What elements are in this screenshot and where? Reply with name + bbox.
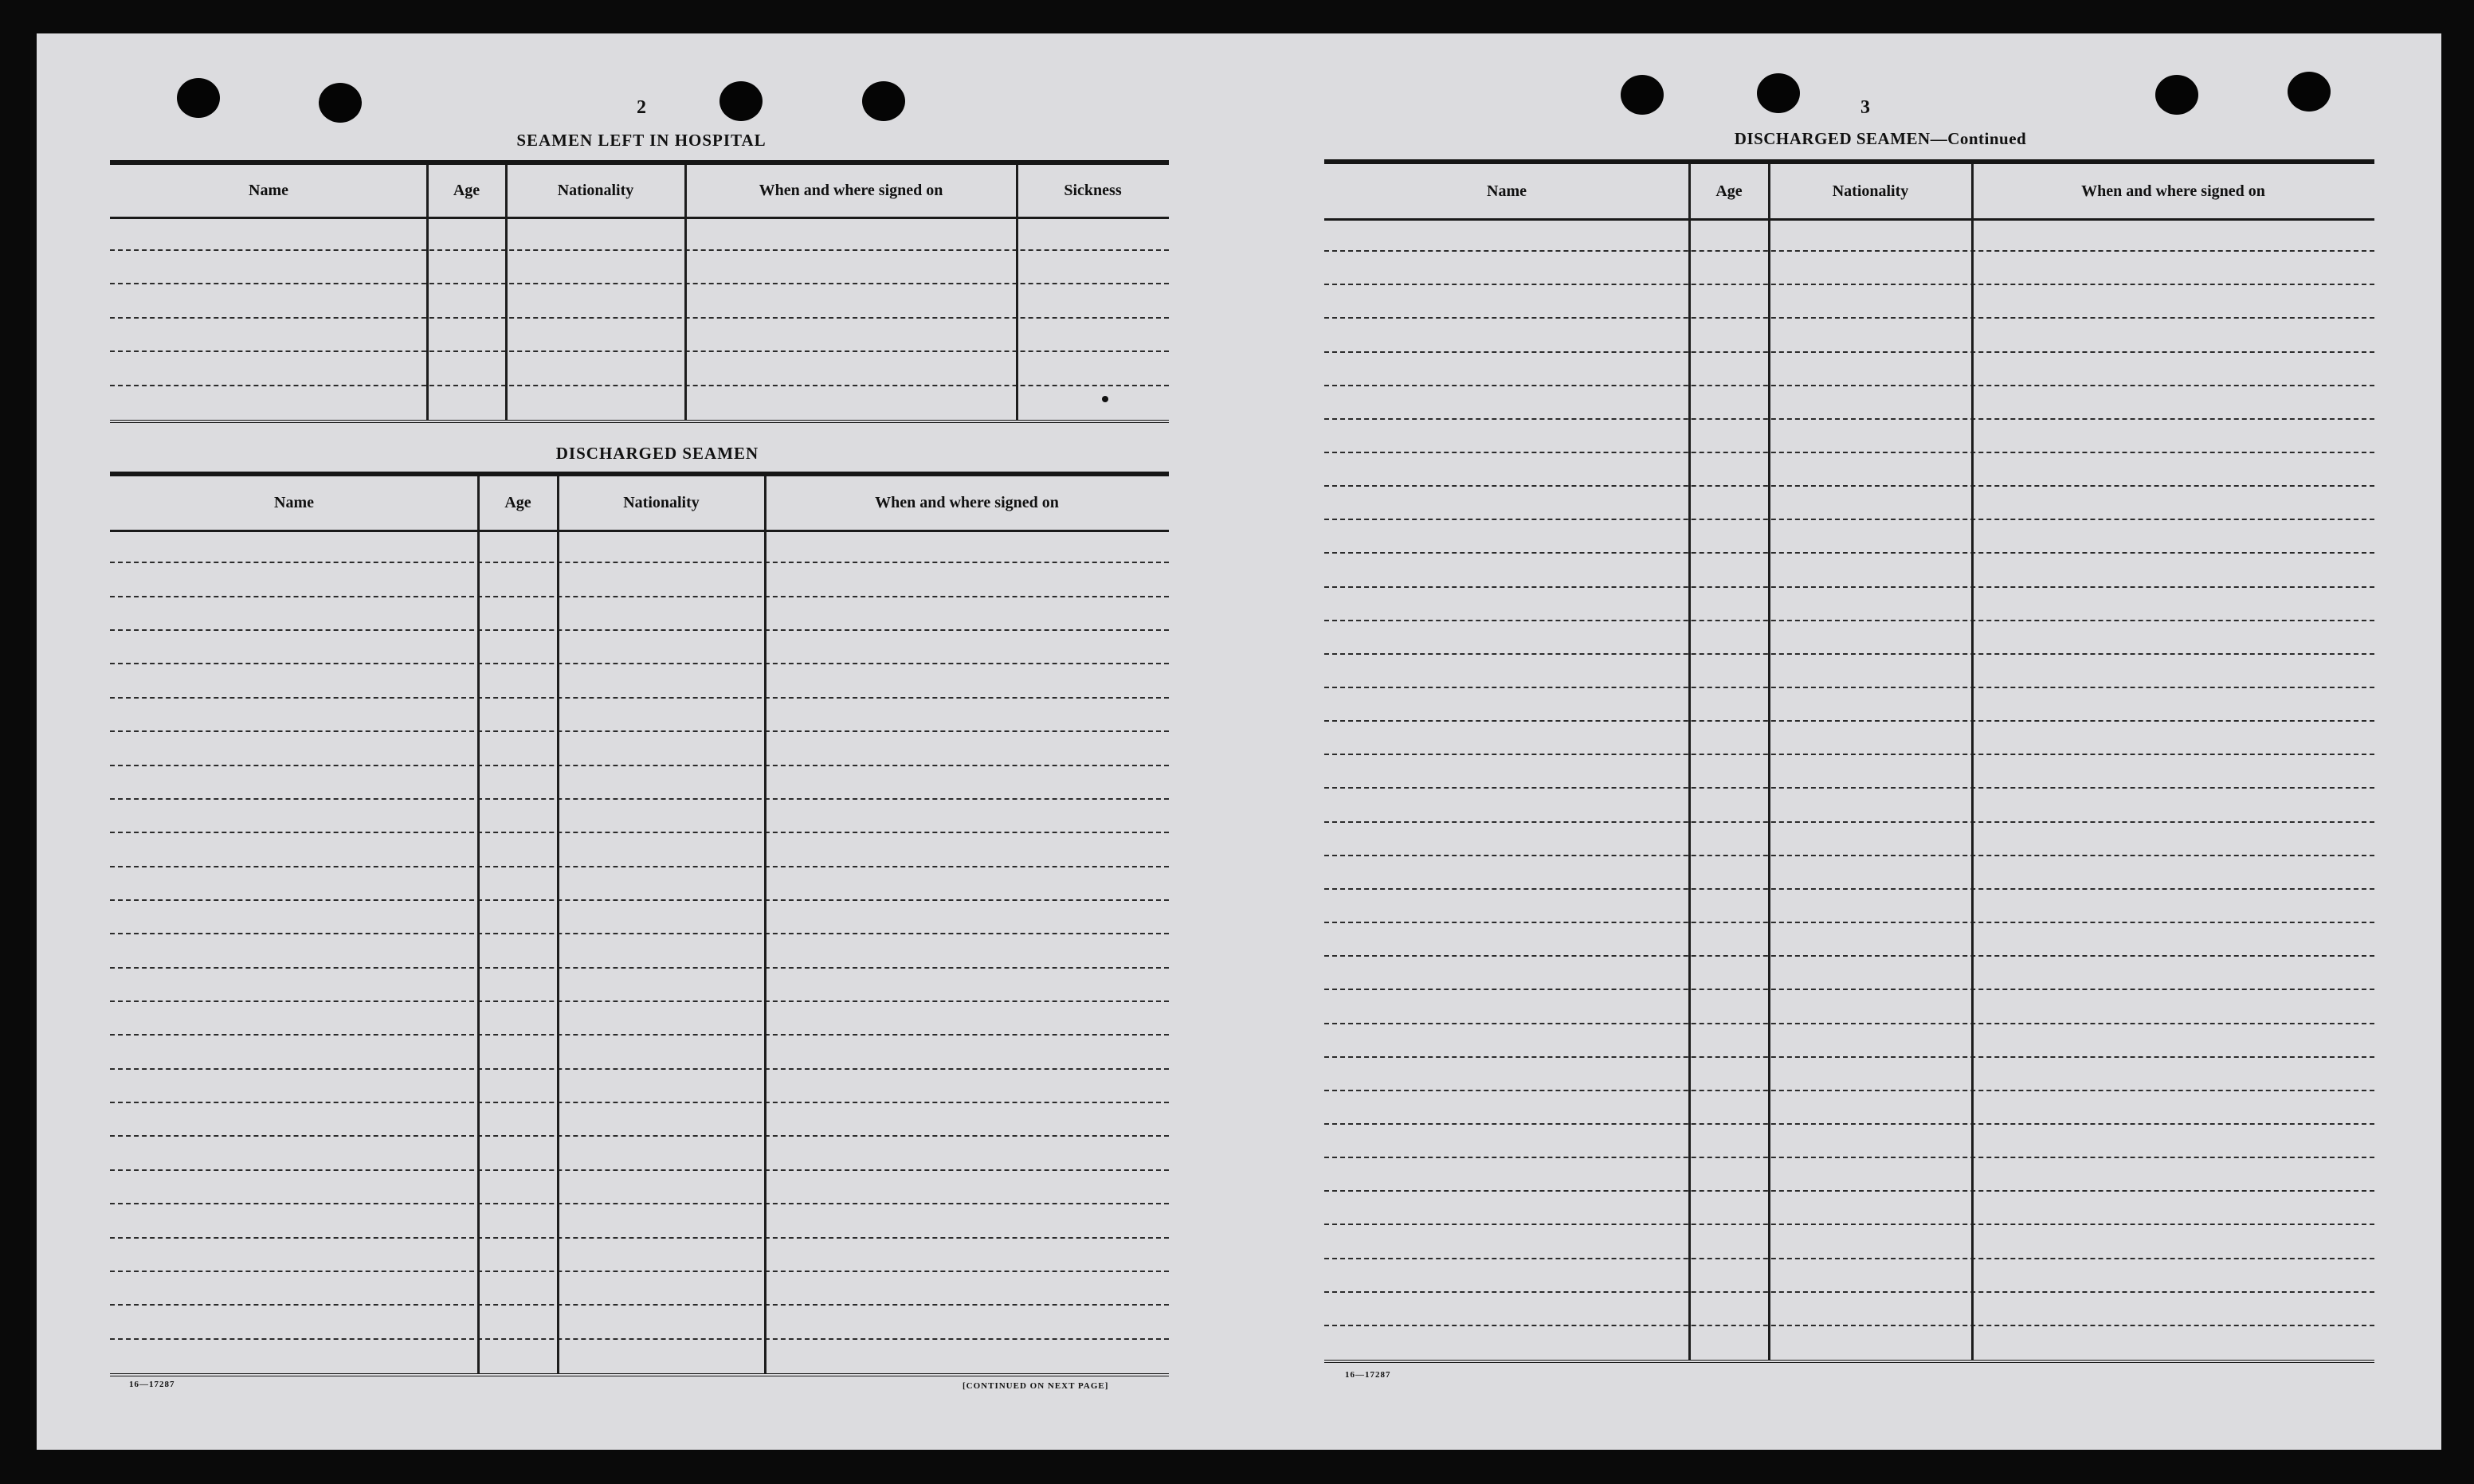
table-row (110, 800, 1169, 833)
table-row (110, 901, 1169, 934)
discharged-table (110, 472, 1169, 1376)
table-row (1324, 1091, 2374, 1125)
table-row (110, 1002, 1169, 1036)
table-row (110, 1204, 1169, 1238)
discharged-section-title: DISCHARGED SEAMEN (555, 444, 759, 463)
col-header-age: Age (504, 494, 531, 511)
table-row (1324, 621, 2374, 655)
table-row (1324, 1125, 2374, 1158)
table-row (1324, 520, 2374, 554)
table-row (1324, 823, 2374, 856)
table-row (1324, 1192, 2374, 1225)
punch-hole (319, 83, 362, 123)
col-header-nationality: Nationality (623, 494, 700, 511)
table-row (110, 563, 1169, 597)
table-row (1324, 1225, 2374, 1259)
punch-hole (1621, 75, 1664, 115)
table-row (1324, 957, 2374, 990)
table-row (110, 699, 1169, 732)
table-row (1324, 353, 2374, 386)
table-row (1324, 1158, 2374, 1192)
table-row (110, 217, 1169, 251)
table-row (1324, 688, 2374, 722)
table-row (1324, 990, 2374, 1024)
table-row (110, 319, 1169, 353)
column-divider (477, 476, 480, 1373)
punch-hole (862, 81, 905, 121)
table-row (110, 631, 1169, 664)
col-header-sickness: Sickness (1064, 182, 1122, 199)
column-divider (426, 165, 429, 420)
column-divider (1016, 165, 1018, 420)
table-row (1324, 655, 2374, 688)
table-row (110, 1036, 1169, 1069)
table-row (1324, 554, 2374, 587)
table-row (1324, 1293, 2374, 1326)
table-row (1324, 722, 2374, 755)
table-row (110, 251, 1169, 285)
table-row (110, 766, 1169, 800)
table-row (110, 284, 1169, 319)
column-divider (1688, 164, 1691, 1360)
table-row (1324, 252, 2374, 285)
table-row (110, 867, 1169, 901)
col-header-signed-on: When and where signed on (2081, 182, 2265, 200)
table-row (110, 597, 1169, 631)
table-row (110, 1070, 1169, 1103)
page-number-right: 3 (1860, 97, 1870, 118)
table-row (110, 934, 1169, 968)
column-divider (764, 476, 767, 1373)
table-row (1324, 319, 2374, 352)
ink-dot (1102, 396, 1108, 402)
page-number-left: 2 (637, 97, 646, 118)
continued-note: [CONTINUED ON NEXT PAGE] (963, 1381, 1109, 1391)
table-row (1324, 856, 2374, 890)
col-header-name: Name (249, 182, 288, 199)
hospital-section-title: SEAMEN LEFT IN HOSPITAL (516, 131, 767, 150)
col-header-age: Age (1715, 182, 1743, 200)
table-row (110, 352, 1169, 386)
punch-hole (2155, 75, 2198, 115)
form-code-right: 16—17287 (1345, 1370, 1391, 1380)
table-row (1324, 386, 2374, 420)
col-header-age: Age (453, 182, 480, 199)
table-row (110, 969, 1169, 1002)
column-divider (505, 165, 508, 420)
table-row (1324, 588, 2374, 621)
table-row (110, 1306, 1169, 1339)
discharged-continued-table (1324, 159, 2374, 1363)
form-code-left: 16—17287 (129, 1380, 175, 1389)
table-row (110, 1272, 1169, 1306)
table-row (1324, 453, 2374, 487)
punch-hole (1757, 73, 1800, 113)
punch-hole (719, 81, 763, 121)
table-row (1324, 285, 2374, 319)
table-row (110, 530, 1169, 563)
table-row (1324, 420, 2374, 453)
punch-hole (177, 78, 220, 118)
col-header-signed-on: When and where signed on (759, 182, 943, 199)
column-divider (1768, 164, 1770, 1360)
table-row (110, 1137, 1169, 1170)
table-row (1324, 1024, 2374, 1058)
table-row (110, 664, 1169, 698)
table-row (1324, 923, 2374, 957)
column-divider (684, 165, 687, 420)
column-divider (1971, 164, 1974, 1360)
table-row (1324, 890, 2374, 923)
discharged-continued-title: DISCHARGED SEAMEN—Continued (1734, 129, 2027, 148)
table-row (110, 386, 1169, 421)
table-row (110, 1171, 1169, 1204)
hospital-table (110, 160, 1169, 423)
col-header-nationality: Nationality (557, 182, 634, 199)
table-row (110, 732, 1169, 765)
col-header-nationality: Nationality (1832, 182, 1909, 200)
table-row (110, 1340, 1169, 1373)
column-divider (557, 476, 559, 1373)
table-row (110, 833, 1169, 867)
col-header-name: Name (274, 494, 314, 511)
table-row (1324, 755, 2374, 789)
col-header-signed-on: When and where signed on (875, 494, 1059, 511)
table-row (1324, 487, 2374, 520)
punch-hole (2288, 72, 2331, 112)
table-row (1324, 1058, 2374, 1091)
table-row (1324, 218, 2374, 252)
col-header-name: Name (1487, 182, 1527, 200)
table-row (1324, 1326, 2374, 1360)
table-row (110, 1103, 1169, 1137)
table-row (110, 1239, 1169, 1272)
table-row (1324, 789, 2374, 823)
table-row (1324, 1259, 2374, 1293)
